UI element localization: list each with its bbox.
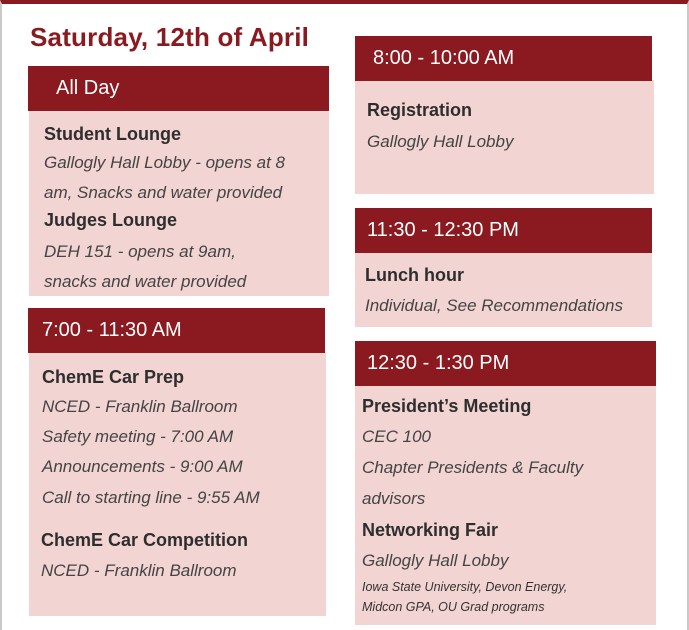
item-title-networking-fair: Networking Fair — [362, 520, 499, 540]
item-line: Call to starting line - 9:55 AM — [42, 488, 260, 507]
registration-header-label: 8:00 - 10:00 AM — [373, 47, 515, 69]
all-day-header — [28, 66, 329, 111]
item-title-registration: Registration — [367, 100, 473, 120]
item-line: snacks and water provided — [44, 272, 247, 291]
item-line: Chapter Presidents & Faculty — [362, 458, 584, 477]
item-small-line: Iowa State University, Devon Energy, — [362, 580, 568, 594]
item-small-line: Midcon GPA, OU Grad programs — [362, 600, 545, 614]
registration-header — [355, 36, 652, 81]
item-line: NCED - Franklin Ballroom — [41, 561, 237, 580]
item-line: am, Snacks and water provided — [44, 183, 283, 202]
item-line: NCED - Franklin Ballroom — [42, 397, 238, 416]
item-line: DEH 151 - opens at 9am, — [44, 242, 236, 261]
item-line: Individual, See Recommendations — [365, 296, 623, 315]
morning-header — [28, 308, 325, 353]
item-title-lunch-hour: Lunch hour — [365, 265, 464, 285]
item-line: Gallogly Hall Lobby — [362, 551, 509, 570]
item-line: Safety meeting - 7:00 AM — [42, 427, 234, 446]
item-title-judges-lounge: Judges Lounge — [44, 210, 178, 230]
item-title-student-lounge: Student Lounge — [44, 124, 181, 144]
item-line: advisors — [362, 489, 426, 508]
item-line: Announcements - 9:00 AM — [42, 457, 243, 476]
afternoon-header — [355, 341, 656, 386]
morning-header-label: 7:00 - 11:30 AM — [42, 319, 182, 341]
item-line: CEC 100 — [362, 427, 431, 446]
item-title-cheme-car-prep: ChemE Car Prep — [42, 367, 185, 387]
afternoon-header-label: 12:30 - 1:30 PM — [367, 352, 510, 374]
page-title: Saturday, 12th of April — [30, 22, 310, 52]
lunch-header — [355, 208, 652, 253]
item-title-cheme-car-competition: ChemE Car Competition — [41, 530, 249, 550]
all-day-header-label: All Day — [56, 77, 120, 99]
item-title-presidents-meeting: President’s Meeting — [362, 396, 532, 416]
item-line: Gallogly Hall Lobby - opens at 8 — [44, 153, 285, 172]
lunch-header-label: 11:30 - 12:30 PM — [367, 219, 519, 241]
item-line: Gallogly Hall Lobby — [367, 132, 514, 151]
